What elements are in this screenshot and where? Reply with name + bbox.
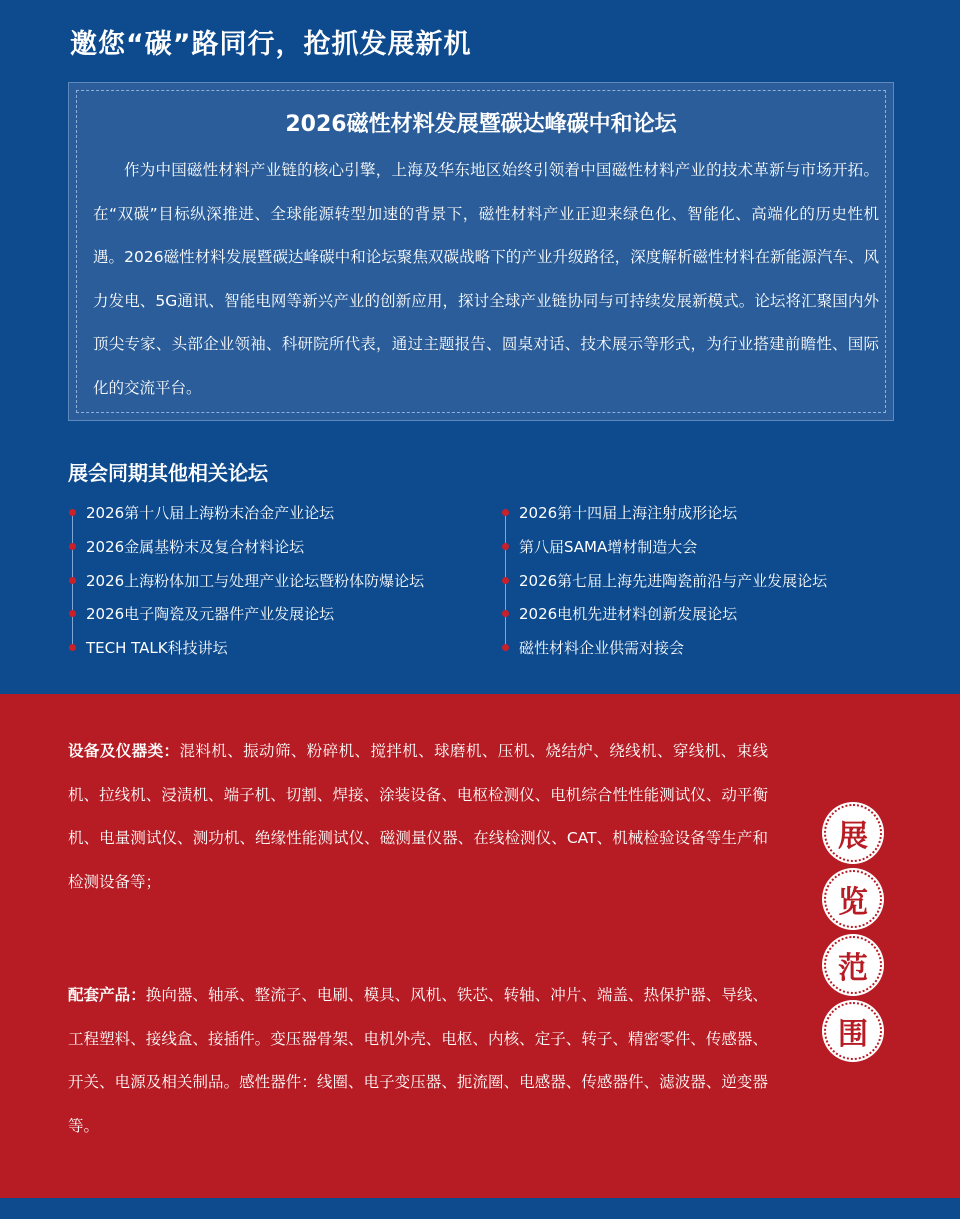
bullet-dot-icon xyxy=(502,509,509,516)
exhibit-scope-section xyxy=(0,694,960,1198)
bullet-dot-icon xyxy=(69,644,76,651)
list-item xyxy=(70,500,490,534)
related-forums-heading: 展会同期其他相关论坛 xyxy=(68,461,268,485)
forum-item-label: 2026第十四届上海注射成形论坛 xyxy=(519,504,738,522)
list-item xyxy=(503,534,923,568)
bullet-dot-icon xyxy=(69,543,76,550)
list-item xyxy=(503,568,923,602)
parts-paragraph xyxy=(68,974,768,1148)
bullet-dot-icon xyxy=(502,610,509,617)
scope-badge: 范 xyxy=(824,936,882,994)
scope-badge: 展 xyxy=(824,804,882,862)
bullet-dot-icon xyxy=(502,577,509,584)
forum-item-label: 2026第七届上海先进陶瓷前沿与产业发展论坛 xyxy=(519,571,828,590)
parts-text: 换向器、轴承、整流子、电刷、模具、风机、铁芯、转轴、冲片、端盖、热保护器、导线、工程塑料、接线盒、接插件。变压器骨架、电机外壳、电枢、内核、定子、转子、精密零件、传感器、开关、电源及相关制品。感性器件：线圈、电子变压器、扼流圈、电感器、传感器件、滤波器、逆变器等。 xyxy=(68,986,768,1135)
bullet-dot-icon xyxy=(502,644,509,651)
forum-item-label: TECH TALK科技讲坛 xyxy=(86,639,228,658)
bullet-dot-icon xyxy=(69,577,76,584)
parts-label: 配套产品： xyxy=(68,986,146,1004)
bullet-dot-icon xyxy=(502,543,509,550)
bullet-dot-icon xyxy=(69,610,76,617)
equipment-text: 混料机、振动筛、粉碎机、搅拌机、球磨机、压机、烧结炉、绕线机、穿线机、束线机、拉线机、浸渍机、端子机、切割、焊接、涂装设备、电枢检测仪、电机综合性性能测试仪、动平衡机、电量测试仪、测功机、绝缘性能测试仪、磁测量仪器、在线检测仪、CAT、机械检验设备等生产和检测设备等； xyxy=(68,742,768,891)
bullet-dot-icon xyxy=(69,509,76,516)
forum-title: 2026磁性材料发展暨碳达峰碳中和论坛 xyxy=(285,112,677,137)
forum-item-label: 第八届SAMA增材制造大会 xyxy=(519,537,698,556)
list-item xyxy=(70,534,490,568)
list-item xyxy=(70,635,490,669)
bottom-strip xyxy=(0,1198,960,1219)
list-item xyxy=(70,601,490,635)
list-item xyxy=(503,601,923,635)
forum-item-label: 2026电子陶瓷及元器件产业发展论坛 xyxy=(86,605,335,624)
equipment-label: 设备及仪器类： xyxy=(68,742,180,760)
forum-intro-box xyxy=(68,82,894,421)
related-forums-right-column xyxy=(503,500,923,670)
list-item xyxy=(503,500,923,534)
exhibit-scope-badges xyxy=(820,804,890,1074)
forum-item-label: 磁性材料企业供需对接会 xyxy=(519,639,685,658)
headline: 邀您“碳”路同行，抢抓发展新机 xyxy=(70,29,472,60)
forum-item-label: 2026上海粉体加工与处理产业论坛暨粉体防爆论坛 xyxy=(86,571,425,590)
list-item xyxy=(70,568,490,602)
forum-description: 作为中国磁性材料产业链的核心引擎，上海及华东地区始终引领着中国磁性材料产业的技术革新与市场开拓。在“双碳”目标纵深推进、全球能源转型加速的背景下，磁性材料产业正迎来绿色化、智能化、高端化的历史性机遇。2026磁性材料发展暨碳达峰碳中和论坛聚焦双碳战略下的产业升级路径，深度解析磁性材料在新能源汽车、风力发电、5G通讯、智能电网等新兴产业的创新应用，探讨全球产业链协同与可持续发展新模式。论坛将汇聚国内外顶尖专家、头部企业领袖、科研院所代表，通过主题报告、圆桌对话、技术展示等形式，为行业搭建前瞻性、国际化的交流平台。 xyxy=(93,161,879,397)
list-item xyxy=(503,635,923,669)
scope-badge: 览 xyxy=(824,870,882,928)
forum-item-label: 2026电机先进材料创新发展论坛 xyxy=(519,605,738,624)
forum-item-label: 2026金属基粉末及复合材料论坛 xyxy=(86,537,305,556)
related-forums-left-column xyxy=(70,500,490,670)
scope-badge: 围 xyxy=(824,1002,882,1060)
forum-item-label: 2026第十八届上海粉末冶金产业论坛 xyxy=(86,504,335,522)
equipment-paragraph xyxy=(68,730,768,904)
